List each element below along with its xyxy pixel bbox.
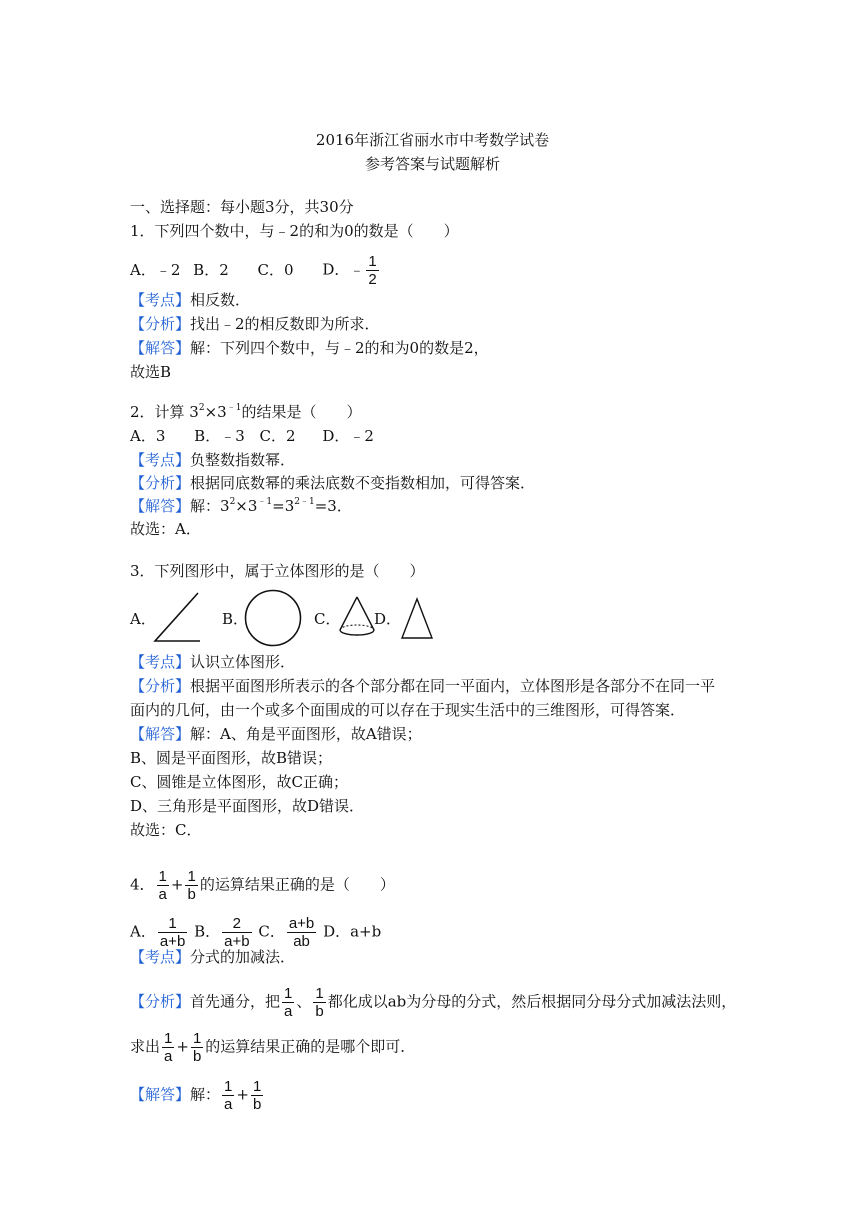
jieda-tag: 【解答】 [130,339,191,357]
fraction-denominator: b [187,886,196,903]
q4-kaodian [130,947,295,967]
q4-fraction-1-over-b [185,868,197,903]
q2-jieda-mid-1: ×3 [235,497,258,515]
q4-fenxi-fraction-b [313,985,325,1020]
q2-option-c: C．2 [259,427,296,445]
kaodian-tag: 【考点】 [130,653,191,671]
kaodian-tag: 【考点】 [130,291,191,309]
fraction-denominator: a [158,886,167,903]
q4-option-a-label: A． [130,922,156,941]
fenxi-tag: 【分析】 [130,315,191,333]
fraction-numerator: 2 [222,915,251,933]
q2-jieda [130,496,352,516]
q2-exponent-2: ﹣1 [226,403,242,413]
q4-line2-fraction-b [191,1030,203,1065]
fraction-denominator: b [315,1003,324,1020]
q1-stem: 1．下列四个数中，与﹣2的和为0的数是（ ） [130,222,459,240]
q2-kaodian [130,450,295,470]
q4-option-d: D．a+b [323,922,382,941]
fraction-denominator: a [164,1048,173,1065]
fraction-numerator: 1 [368,253,377,270]
q1-option-d-prefix: D．﹣ [322,260,365,279]
q4-line2-prefix: 求出 [130,1037,161,1056]
q3-option-d-label: D． [374,610,402,628]
plus-sign: + [236,1085,249,1104]
q2-stem [130,402,361,422]
q3-option-b-label: B． [222,610,249,628]
q1-kaodian-text: 相反数． [190,291,251,309]
q3-fenxi-text-1: 根据平面图形所表示的各个部分都在同一平面内，立体图形是各部分不在同一平 [190,677,716,695]
q2-stem-mid: ×3 [204,403,227,421]
q4-fraction-1-over-a [157,868,169,903]
q3-jieda-text: 解：A、角是平面图形，故A错误； [190,725,422,743]
q1-options [130,253,381,288]
q4-fenxi-separator: 、 [296,992,312,1011]
q4-option-a-fraction [158,915,187,950]
fraction-denominator: a [284,1003,293,1020]
fenxi-tag: 【分析】 [130,992,191,1011]
q1-conclusion: 故选B [130,363,172,381]
q4-stem [130,868,395,903]
page-title: 2016年浙江省丽水市中考数学试卷 [315,131,550,149]
jieda-tag: 【解答】 [130,725,191,743]
q3-fenxi-line-2: 面内的几何，由一个或多个面围成的可以存在于现实生活中的三维图形，可得答案． [130,701,686,719]
fraction-numerator: 1 [284,985,293,1002]
q4-stem-suffix: 的运算结果正确的是（ ） [199,875,395,894]
plus-sign: + [176,1037,189,1056]
q4-fenxi-fraction-a [282,985,294,1020]
jieda-tag: 【解答】 [130,497,191,515]
q4-option-c-label: C． [258,922,285,941]
q1-kaodian [130,290,250,310]
fraction-denominator: b [192,1048,202,1065]
q2-fenxi [130,473,535,493]
q4-jieda-fraction-a [222,1078,234,1113]
q4-fenxi-suffix: 都化成以ab为分母的分式，然后根据同分母分式加减法法则， [327,992,737,1011]
q4-jieda-fraction-b [251,1078,263,1113]
q3-conclusion: 故选：C． [130,821,202,839]
fraction-denominator: b [252,1096,262,1113]
fraction-denominator: a+b [224,933,250,950]
q3-stem: 3．下列图形中，属于立体图形的是（ ） [130,562,425,580]
q2-kaodian-text: 负整数指数幂． [190,451,296,469]
q3-line-c: C、圆锥是立体图形，故C正确； [130,773,348,791]
q2-stem-suffix: 的结果是（ ） [241,403,362,421]
fraction-numerator: a+b [288,915,315,932]
q4-stem-prefix: 4． [130,875,155,894]
fenxi-tag: 【分析】 [130,474,191,492]
q4-jieda [130,1078,265,1113]
q2-jieda-mid-2: =3 [272,497,295,515]
q2-jieda-end: =3． [314,497,352,515]
q2-conclusion: 故选：A． [130,520,201,538]
q2-option-b: B．﹣3 [194,427,245,445]
q1-option-d-fraction [366,253,378,288]
q4-line2-fraction-a [162,1030,174,1065]
angle-figure [152,590,202,644]
q1-fenxi-text: 找出﹣2的相反数即为所求． [190,315,380,333]
q2-jieda-exp-1: 2 [229,497,236,507]
kaodian-tag: 【考点】 [130,948,191,966]
fraction-numerator: 1 [224,1078,233,1095]
q2-jieda-prefix: 解：3 [190,497,230,515]
q3-kaodian [130,652,295,672]
jieda-tag: 【解答】 [130,1085,191,1104]
fraction-denominator: 2 [368,271,377,288]
q1-option-d [322,253,380,288]
q3-line-b: B、圆是平面图形，故B错误； [130,749,333,767]
q1-jieda [130,338,489,358]
q2-fenxi-text: 根据同底数幂的乘法底数不变指数相加，可得答案． [190,474,536,492]
q1-jieda-text: 解：下列四个数中，与﹣2的和为0的数是2， [190,339,489,357]
circle-figure [243,588,303,648]
q4-option-b-label: B． [194,922,221,941]
q3-kaodian-text: 认识立体图形． [190,653,296,671]
q4-fenxi-prefix: 首先通分，把 [190,992,281,1011]
q2-jieda-exp-2: ﹣1 [257,497,273,507]
page-subtitle: 参考答案与试题解析 [364,155,500,173]
q3-fenxi [130,676,715,696]
q3-line-d: D、三角形是平面图形，故D错误． [130,797,365,815]
q4-fenxi-line-2 [130,1030,415,1065]
q4-fenxi [130,985,736,1020]
q4-kaodian-text: 分式的加减法． [190,948,296,966]
q3-option-c-label: C． [314,610,341,628]
fraction-denominator: a+b [159,933,186,950]
fenxi-tag: 【分析】 [130,677,191,695]
kaodian-tag: 【考点】 [130,451,191,469]
triangle-figure [399,597,435,641]
q2-jieda-exp-3: 2﹣1 [294,497,315,507]
q2-option-d: D．﹣2 [322,427,374,445]
fraction-numerator: 1 [192,1030,202,1047]
section-heading: 一、选择题：每小题3分，共30分 [130,198,354,216]
fraction-numerator: 1 [158,868,167,885]
q4-option-b-fraction [222,915,251,950]
q3-option-a-label: A． [130,610,156,628]
q2-options [130,426,374,446]
q4-jieda-prefix: 解： [190,1085,221,1104]
q2-stem-prefix: 2．计算 3 [130,403,199,421]
cone-figure [337,594,377,642]
fraction-denominator: a [224,1096,233,1113]
fraction-numerator: 1 [315,985,324,1002]
q1-fenxi [130,314,380,334]
q1-option-b: B．2 [193,260,229,279]
q1-option-c: C．0 [257,260,294,279]
fraction-numerator: 1 [158,915,187,933]
plus-sign: + [170,875,184,894]
q4-options [130,915,381,950]
q2-option-a: A．3 [130,427,166,445]
q4-line2-suffix: 的运算结果正确的是哪个即可． [205,1037,416,1056]
q3-jieda [130,724,422,744]
fraction-numerator: 1 [252,1078,262,1095]
q1-option-a: A．﹣2 [130,260,181,279]
q4-option-c-fraction [287,915,316,950]
fraction-numerator: 1 [187,868,196,885]
fraction-denominator: ab [293,933,310,950]
fraction-numerator: 1 [164,1030,173,1047]
q2-exponent-1: 2 [198,403,205,413]
